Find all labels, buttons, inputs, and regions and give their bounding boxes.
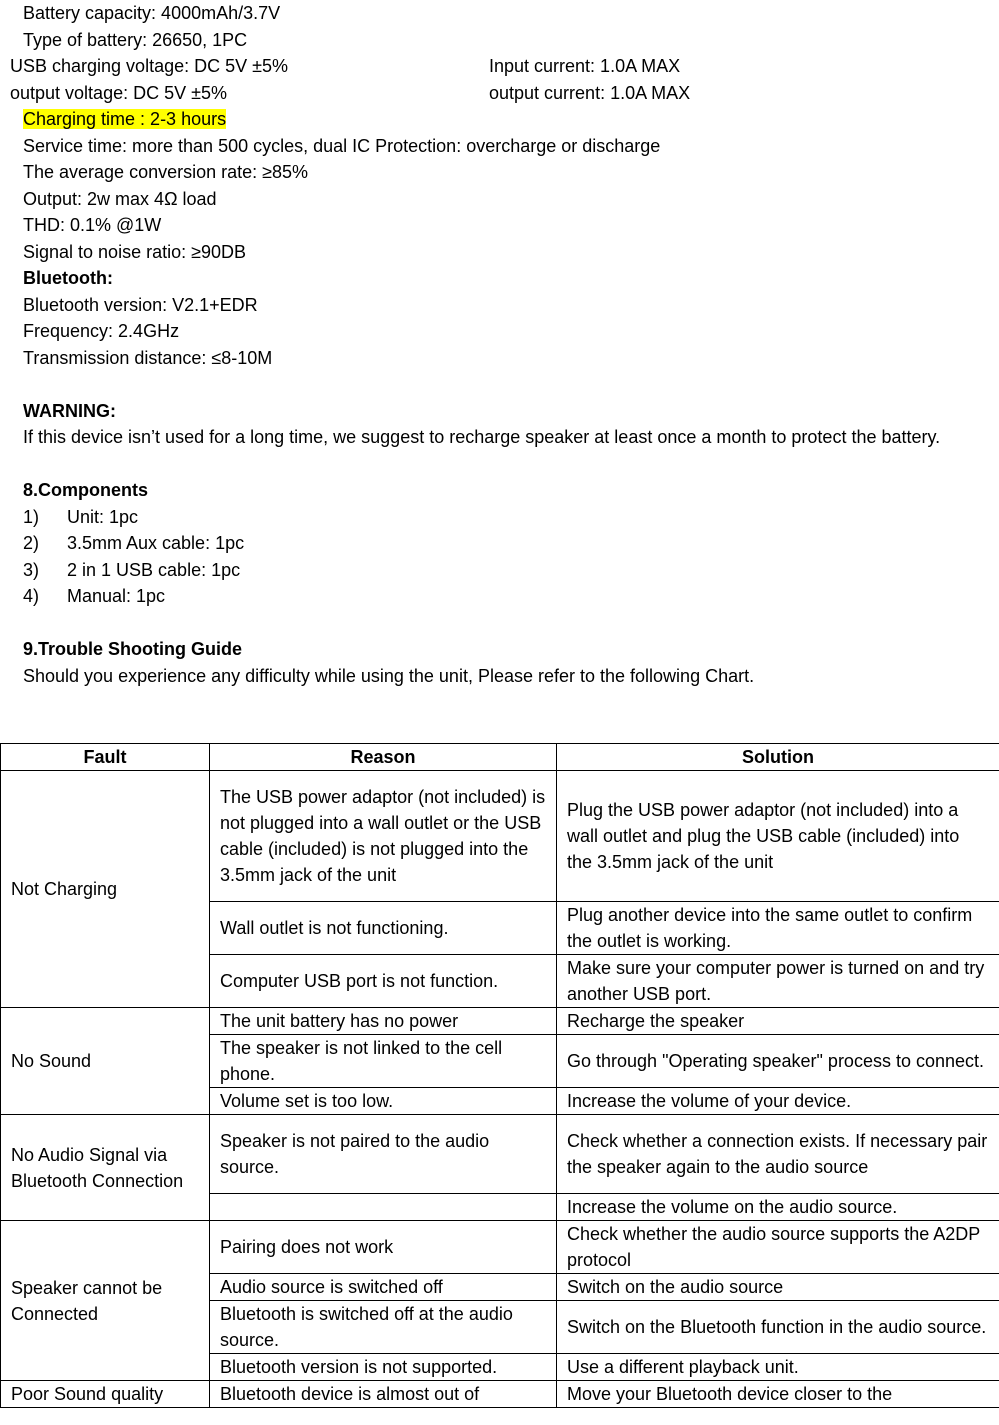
bluetooth-heading: Bluetooth:	[23, 268, 113, 288]
solution-cell: Switch on the audio source	[557, 1274, 999, 1301]
solution-cell: Switch on the Bluetooth function in the audio source.	[557, 1301, 999, 1354]
battery-type: Type of battery: 26650, 1PC	[23, 29, 248, 50]
components-list	[0, 504, 999, 610]
reason-cell: Pairing does not work	[210, 1221, 557, 1274]
battery-capacity: Battery capacity: 4000mAh/3.7V	[23, 3, 281, 23]
table-row	[1, 1381, 999, 1408]
reason-cell: Audio source is switched off	[210, 1274, 557, 1301]
fault-cell: No Sound	[1, 1008, 210, 1115]
table-row	[1, 1008, 999, 1035]
table-row	[1, 1115, 999, 1194]
output-voltage-row	[0, 80, 999, 107]
table-header-row	[1, 744, 999, 771]
service-time: Service time: more than 500 cycles, dual IC Protection: overcharge or discharge	[23, 135, 661, 156]
reason-cell: Speaker is not paired to the audio source.	[210, 1115, 557, 1194]
solution-cell: Check whether the audio source supports the A2DP protocol	[557, 1221, 999, 1274]
warning-heading: WARNING:	[23, 400, 116, 421]
charging-voltage-row	[0, 53, 999, 80]
reason-cell: Bluetooth device is almost out of	[210, 1381, 557, 1408]
list-item: 1) Unit: 1pc	[23, 506, 139, 527]
column-header-fault: Fault	[1, 744, 210, 771]
specifications-section	[0, 0, 999, 689]
troubleshooting-table	[0, 743, 999, 1408]
solution-cell: Go through "Operating speaker" process to connect.	[557, 1035, 999, 1088]
reason-cell: Bluetooth version is not supported.	[210, 1354, 557, 1381]
list-item: 4) Manual: 1pc	[23, 586, 166, 606]
fault-cell: Not Charging	[1, 771, 210, 1008]
table-row	[1, 1221, 999, 1274]
solution-cell: Use a different playback unit.	[557, 1354, 999, 1381]
signal-to-noise: Signal to noise ratio: ≥90DB	[23, 241, 247, 262]
reason-cell: The speaker is not linked to the cell phone.	[210, 1035, 557, 1088]
reason-cell: The USB power adaptor (not included) is not plugged into a wall outlet or the USB cable (included) is not plugged into the 3.5mm jack of the unit	[210, 771, 557, 902]
bluetooth-version: Bluetooth version: V2.1+EDR	[23, 294, 258, 315]
output-current: output current: 1.0A MAX	[489, 82, 691, 103]
solution-cell: Make sure your computer power is turned on and try another USB port.	[557, 955, 999, 1008]
fault-cell: Poor Sound quality	[1, 1381, 210, 1408]
reason-cell: Computer USB port is not function.	[210, 955, 557, 1008]
column-header-reason: Reason	[210, 744, 557, 771]
usb-charging-voltage: USB charging voltage: DC 5V ±5%	[10, 56, 289, 76]
reason-cell	[210, 1194, 557, 1221]
thd: THD: 0.1% @1W	[23, 215, 162, 235]
solution-cell: Increase the volume on the audio source.	[557, 1194, 999, 1221]
solution-cell: Plug another device into the same outlet to confirm the outlet is working.	[557, 902, 999, 955]
output-voltage: output voltage: DC 5V ±5%	[10, 82, 228, 103]
list-item: 2) 3.5mm Aux cable: 1pc	[23, 533, 245, 553]
conversion-rate: The average conversion rate: ≥85%	[23, 162, 309, 182]
transmission-distance: Transmission distance: ≤8-10M	[23, 347, 273, 368]
column-header-solution: Solution	[557, 744, 999, 771]
solution-cell: Check whether a connection exists. If necessary pair the speaker again to the audio source	[557, 1115, 999, 1194]
table-row	[1, 771, 999, 902]
solution-cell: Increase the volume of your device.	[557, 1088, 999, 1115]
components-heading: 8.Components	[23, 480, 149, 500]
bluetooth-frequency: Frequency: 2.4GHz	[23, 321, 180, 341]
reason-cell: Wall outlet is not functioning.	[210, 902, 557, 955]
reason-cell: Bluetooth is switched off at the audio source.	[210, 1301, 557, 1354]
input-current: Input current: 1.0A MAX	[489, 56, 681, 76]
fault-cell: No Audio Signal via Bluetooth Connection	[1, 1115, 210, 1221]
list-item: 3) 2 in 1 USB cable: 1pc	[23, 559, 241, 580]
reason-cell: Volume set is too low.	[210, 1088, 557, 1115]
charging-time: Charging time : 2-3 hours	[23, 109, 227, 129]
audio-output: Output: 2w max 4Ω load	[23, 188, 217, 209]
solution-cell: Recharge the speaker	[557, 1008, 999, 1035]
reason-cell: The unit battery has no power	[210, 1008, 557, 1035]
troubleshooting-heading: 9.Trouble Shooting Guide	[23, 639, 242, 659]
fault-cell: Speaker cannot be Connected	[1, 1221, 210, 1381]
warning-text: If this device isn’t used for a long time, we suggest to recharge speaker at least once a month to protect the battery.	[23, 427, 941, 447]
troubleshooting-intro: Should you experience any difficulty while using the unit, Please refer to the following Chart.	[23, 665, 755, 686]
solution-cell: Move your Bluetooth device closer to the	[557, 1381, 999, 1408]
solution-cell: Plug the USB power adaptor (not included) into a wall outlet and plug the USB cable (included) into the 3.5mm jack of the unit	[557, 771, 999, 902]
